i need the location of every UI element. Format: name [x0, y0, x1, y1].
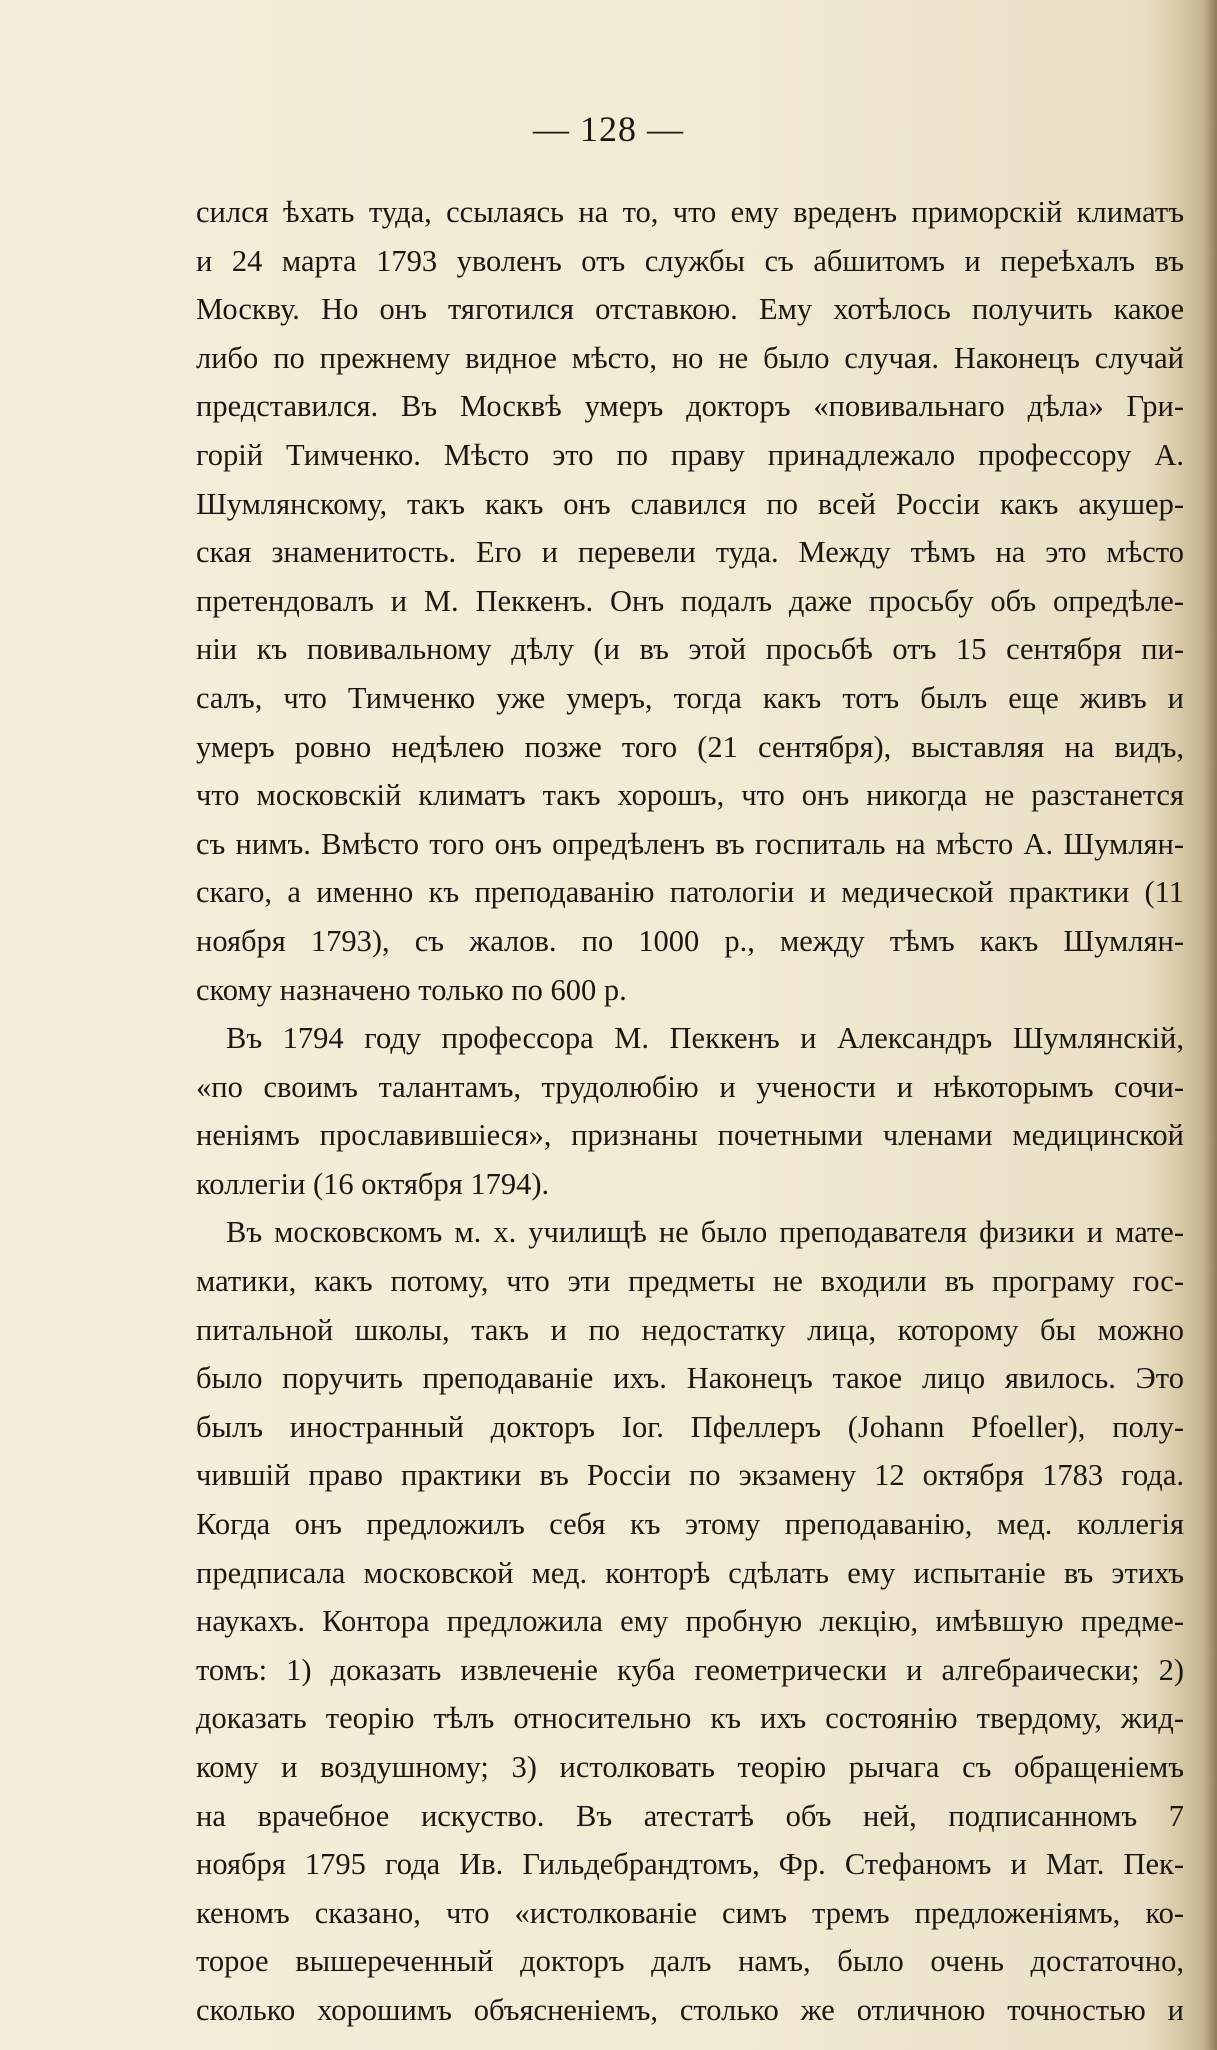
page-edge	[1203, 0, 1217, 2050]
text-line: питальной школы, такъ и по недостатку лица, которому бы можно	[196, 1312, 1184, 1347]
text-line: на врачебное искуство. Въ атестатѣ объ ней, подписанномъ 7	[196, 1798, 1184, 1833]
text-line: съ нимъ. Вмѣсто того онъ опредѣленъ въ госпиталь на мѣсто А. Шумлян-	[196, 826, 1184, 861]
text-line: былъ иностранный докторъ Іог. Пфеллеръ (Johann Pfoeller), полу-	[196, 1409, 1184, 1444]
text-line: кому и воздушному; 3) истолковать теорію рычага съ обращеніемъ	[196, 1750, 1184, 1784]
text-line: томъ: 1) доказать извлеченіе куба геометрически и алгебраически; 2)	[196, 1652, 1184, 1687]
text-line: сился ѣхать туда, ссылаясь на то, что ему вреденъ приморскій климатъ	[196, 195, 1184, 229]
text-line: горій Тимченко. Мѣсто это по праву принадлежало профессору А.	[196, 437, 1184, 472]
text-line: ніи къ повивальному дѣлу (и въ этой просьбѣ отъ 15 сентября пи-	[196, 632, 1184, 667]
paragraph-start-line: Въ московскомъ м. х. училищѣ не было преподавателя физики и мате-	[226, 1215, 1184, 1250]
text-line: чившій право практики въ Россіи по экзамену 12 октября 1783 года.	[196, 1458, 1184, 1493]
text-line: ская знаменитость. Его и перевели туда. Между тѣмъ на это мѣсто	[196, 535, 1184, 570]
paragraph-start-line: Въ 1794 году профессора М. Пеккенъ и Александръ Шумлянскій,	[226, 1021, 1184, 1056]
text-line: ноября 1793), съ жалов. по 1000 р., между тѣмъ какъ Шумлян-	[196, 923, 1184, 958]
page-number: — 128 —	[533, 109, 684, 149]
text-line: Когда онъ предложилъ себя къ этому преподаванію, мед. коллегія	[196, 1507, 1184, 1542]
text-line: неніямъ прославившіеся», признаны почетными членами медицинской	[196, 1118, 1184, 1153]
text-line: доказать теорію тѣлъ относительно къ ихъ состоянію твердому, жид-	[196, 1701, 1184, 1736]
text-line: торое вышереченный докторъ далъ намъ, было очень достаточно,	[196, 1944, 1184, 1979]
text-line: предписала московской мед. конторѣ сдѣлать ему испытаніе въ этихъ	[196, 1555, 1184, 1590]
text-line: ноября 1795 года Ив. Гильдебрандтомъ, Фр. Стефаномъ и Мат. Пек-	[196, 1847, 1184, 1882]
text-line: и 24 марта 1793 уволенъ отъ службы съ абшитомъ и переѣхалъ въ	[196, 243, 1184, 278]
text-line: было поручить преподаваніе ихъ. Наконецъ такое лицо явилось. Это	[196, 1361, 1184, 1396]
text-line: сколько хорошимъ объясненіемъ, столько же отличною точностью и	[196, 1992, 1184, 2027]
text-line: наукахъ. Контора предложила ему пробную лекцію, имѣвшую предме-	[196, 1604, 1184, 1639]
text-line: умеръ ровно недѣлею позже того (21 сентября), выставляя на видъ,	[196, 729, 1184, 764]
text-line: матики, какъ потому, что эти предметы не входили въ програму гос-	[196, 1264, 1184, 1299]
paragraph-end-line: коллегіи (16 октября 1794).	[196, 1166, 550, 1201]
text-line: представился. Въ Москвѣ умеръ докторъ «повивальнаго дѣла» Гри-	[196, 389, 1184, 424]
body-text	[196, 188, 1184, 2035]
text-line: Шумлянскому, такъ какъ онъ славился по всей Россіи какъ акушер-	[196, 486, 1184, 521]
text-line: либо по прежнему видное мѣсто, но не было случая. Наконецъ случай	[196, 340, 1184, 375]
text-line: претендовалъ и М. Пеккенъ. Онъ подалъ даже просьбу объ опредѣле-	[196, 583, 1184, 618]
text-line: салъ, что Тимченко уже умеръ, тогда какъ тотъ былъ еще живъ и	[196, 680, 1184, 715]
text-line: Москву. Но онъ тяготился отставкою. Ему хотѣлось получить какое	[196, 292, 1184, 327]
paragraph-end-line: скому назначено только по 600 р.	[196, 972, 627, 1007]
text-line: кеномъ сказано, что «истолкованіе симъ тремъ предложеніямъ, ко-	[196, 1895, 1184, 1930]
text-line: что московскій климатъ такъ хорошъ, что онъ никогда не разстанется	[196, 778, 1184, 813]
text-line: «по своимъ талантамъ, трудолюбію и учености и нѣкоторымъ сочи-	[196, 1069, 1184, 1104]
text-line: скаго, а именно къ преподаванію патологіи и медической практики (11	[196, 875, 1184, 910]
